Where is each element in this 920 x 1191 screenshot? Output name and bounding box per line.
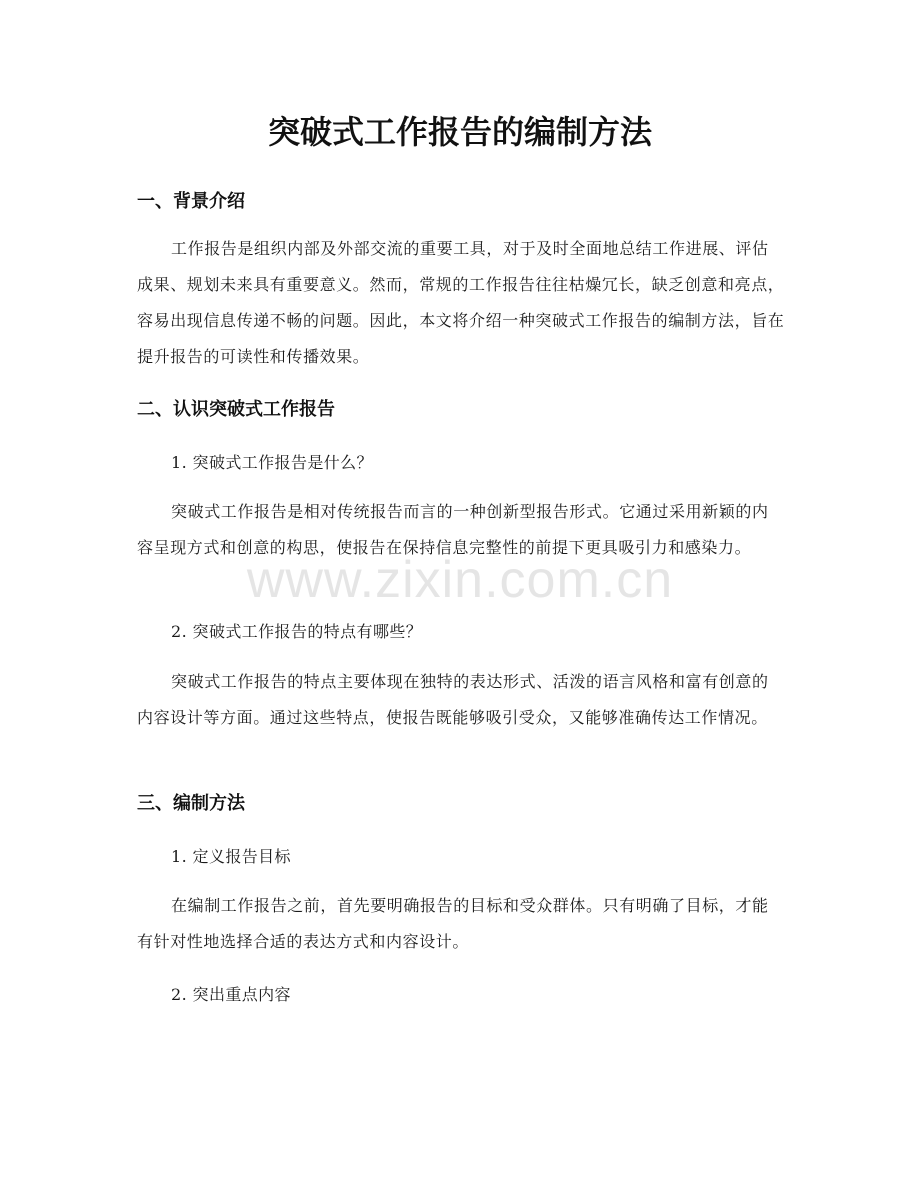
item-paragraph-features: 突破式工作报告的特点主要体现在独特的表达形式、活泼的语言风格和富有创意的内容设计等方面。通过这些特点，使报告既能够吸引受众，又能够准确传达工作情况。	[137, 672, 769, 727]
item-label-highlight: 2. 突出重点内容	[171, 985, 291, 1004]
section-heading-methods: 三、编制方法	[137, 793, 245, 814]
item-paragraph-define-goal: 在编制工作报告之前，首先要明确报告的目标和受众群体。只有明确了目标，才能有针对性地选择合适的表达方式和内容设计。	[137, 896, 769, 951]
page-title: 突破式工作报告的编制方法	[267, 113, 652, 151]
background-paragraph: 工作报告是组织内部及外部交流的重要工具，对于及时全面地总结工作进展、评估成果、规划未来具有重要意义。然而，常规的工作报告往往枯燥冗长，缺乏创意和亮点，容易出现信息传递不畅的问题。因此，本文将介绍一种突破式工作报告的编制方法，旨在提升报告的可读性和传播效果。	[137, 239, 785, 366]
item-label-define-goal: 1. 定义报告目标	[171, 847, 291, 866]
watermark: www.zixin.com.cn	[246, 551, 674, 609]
item-label-what-is: 1. 突破式工作报告是什么？	[171, 453, 373, 472]
item-paragraph-what-is: 突破式工作报告是相对传统报告而言的一种创新型报告形式。它通过采用新颖的内容呈现方式和创意的构思，使报告在保持信息完整性的前提下更具吸引力和感染力。	[137, 502, 769, 557]
section-heading-background: 一、背景介绍	[137, 191, 245, 212]
section-heading-understanding: 二、认识突破式工作报告	[137, 399, 335, 420]
item-label-features: 2. 突破式工作报告的特点有哪些？	[171, 622, 423, 641]
